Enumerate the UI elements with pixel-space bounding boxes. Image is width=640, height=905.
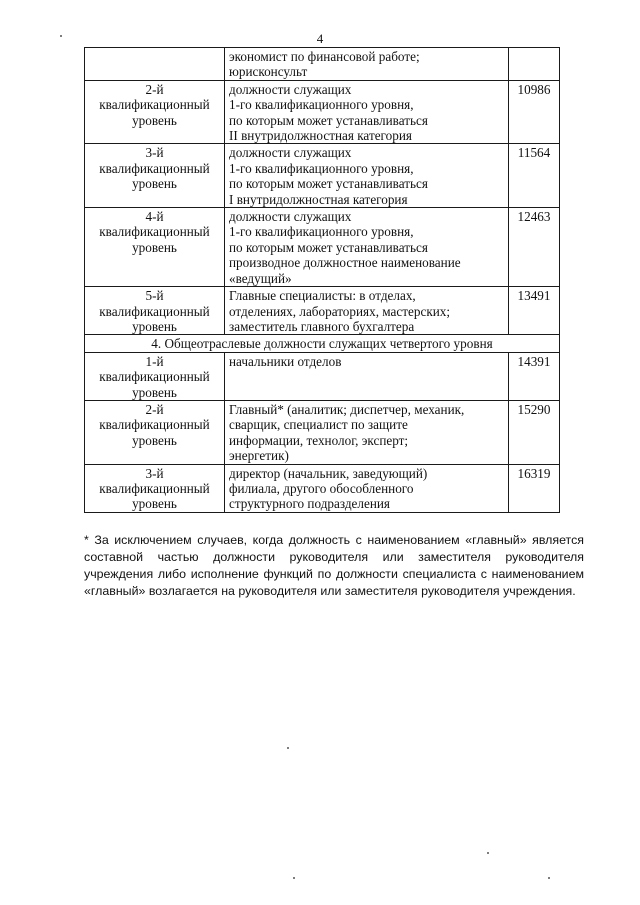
scan-speck (293, 877, 295, 879)
description-line: I внутридолжностная категория (229, 191, 408, 207)
description-line: юрисконсульт (229, 64, 308, 80)
qualification-level-cell (85, 352, 225, 400)
description-line: информации, технолог, эксперт; (229, 432, 409, 448)
level-line: квалификационный (99, 369, 210, 385)
level-line: уровень (132, 432, 177, 448)
table-row (85, 287, 560, 335)
qualification-level-cell (85, 80, 225, 144)
level-line: 5-й (145, 288, 164, 304)
level-line: 1-й (145, 353, 164, 369)
description-line: должности служащих (229, 209, 352, 225)
description-line: 1-го квалификационного уровня, (229, 160, 414, 176)
level-line: 3-й (145, 465, 164, 481)
table-row (85, 48, 560, 81)
salary-cell: 13491 (509, 287, 560, 335)
level-line: уровень (132, 384, 177, 400)
level-line: квалификационный (99, 224, 210, 240)
description-line: по которым может устанавливаться (229, 176, 428, 192)
level-line: 2-й (145, 401, 164, 417)
description-line: отделениях, лабораториях, мастерских; (229, 303, 451, 319)
salary-cell: 10986 (509, 80, 560, 144)
position-description-cell (225, 400, 509, 464)
group-header: 4. Общеотраслевые должности служащих четвертого уровня (85, 335, 560, 352)
position-description-cell (225, 48, 509, 81)
description-line: 1-го квалификационного уровня, (229, 224, 414, 240)
group-header-row (85, 335, 560, 352)
description-line: энергетик) (229, 448, 289, 464)
level-line: уровень (132, 176, 177, 192)
description-line: заместитель главного бухгалтера (229, 318, 415, 334)
qualification-level-cell (85, 48, 225, 81)
level-line: уровень (132, 239, 177, 255)
scan-speck (487, 852, 489, 854)
qualification-level-cell (85, 144, 225, 208)
qualification-level-cell (85, 208, 225, 287)
position-description-cell (225, 287, 509, 335)
scan-speck (287, 747, 289, 749)
scan-speck (60, 35, 62, 37)
footnote: * За исключением случаев, когда должность с наименованием «главный» является составной частью должности руководителя или заместителя руководителя учреждения либо исполнение функций по должности специалиста с наименованием «главный» возлагается на руководителя или заместителя руководителя учреждения. (84, 533, 584, 598)
description-line: директор (начальник, заведующий) (229, 465, 428, 481)
qualification-level-cell (85, 400, 225, 464)
description-line: начальники отделов (229, 353, 342, 369)
salary-cell: 11564 (509, 144, 560, 208)
salary-cell: 15290 (509, 400, 560, 464)
position-description-cell (225, 80, 509, 144)
description-line: производное должностное наименование (229, 255, 461, 271)
position-description-cell (225, 208, 509, 287)
salary-cell (509, 48, 560, 81)
page-number: 4 (316, 31, 324, 46)
level-line: 3-й (145, 145, 164, 161)
description-line: должности служащих (229, 81, 352, 97)
level-line: уровень (132, 112, 177, 128)
level-line: квалификационный (99, 97, 210, 113)
qualification-level-cell (85, 464, 225, 512)
description-line: 1-го квалификационного уровня, (229, 97, 414, 113)
level-line: квалификационный (99, 480, 210, 496)
table-row (85, 352, 560, 400)
description-line: Главные специалисты: в отделах, (229, 288, 416, 304)
table-row (85, 80, 560, 144)
description-line: по которым может устанавливаться (229, 112, 428, 128)
description-line: «ведущий» (229, 270, 292, 286)
table-row (85, 400, 560, 464)
level-line: уровень (132, 318, 177, 334)
level-line: 2-й (145, 81, 164, 97)
table-row (85, 144, 560, 208)
position-description-cell (225, 464, 509, 512)
scan-speck (548, 877, 550, 879)
description-line: экономист по финансовой работе; (229, 49, 420, 64)
qualification-level-cell (85, 287, 225, 335)
table-body-main (85, 48, 560, 335)
description-line: сварщик, специалист по защите (229, 417, 408, 433)
level-line: квалификационный (99, 303, 210, 319)
table-row (85, 464, 560, 512)
salary-cell: 12463 (509, 208, 560, 287)
description-line: должности служащих (229, 145, 352, 161)
level-line: уровень (132, 496, 177, 512)
level-line: квалификационный (99, 417, 210, 433)
position-description-cell (225, 144, 509, 208)
level-line: 4-й (145, 209, 164, 225)
description-line: филиала, другого обособленного (229, 480, 414, 496)
table-body-group (85, 352, 560, 512)
description-line: по которым может устанавливаться (229, 239, 428, 255)
description-line: Главный* (аналитик; диспетчер, механик, (229, 401, 465, 417)
position-description-cell (225, 352, 509, 400)
salary-cell: 16319 (509, 464, 560, 512)
table-row (85, 208, 560, 287)
description-line: II внутридолжностная категория (229, 128, 412, 144)
description-line: структурного подразделения (229, 496, 390, 512)
salary-cell: 14391 (509, 352, 560, 400)
qualification-salary-table (84, 47, 560, 513)
level-line: квалификационный (99, 160, 210, 176)
